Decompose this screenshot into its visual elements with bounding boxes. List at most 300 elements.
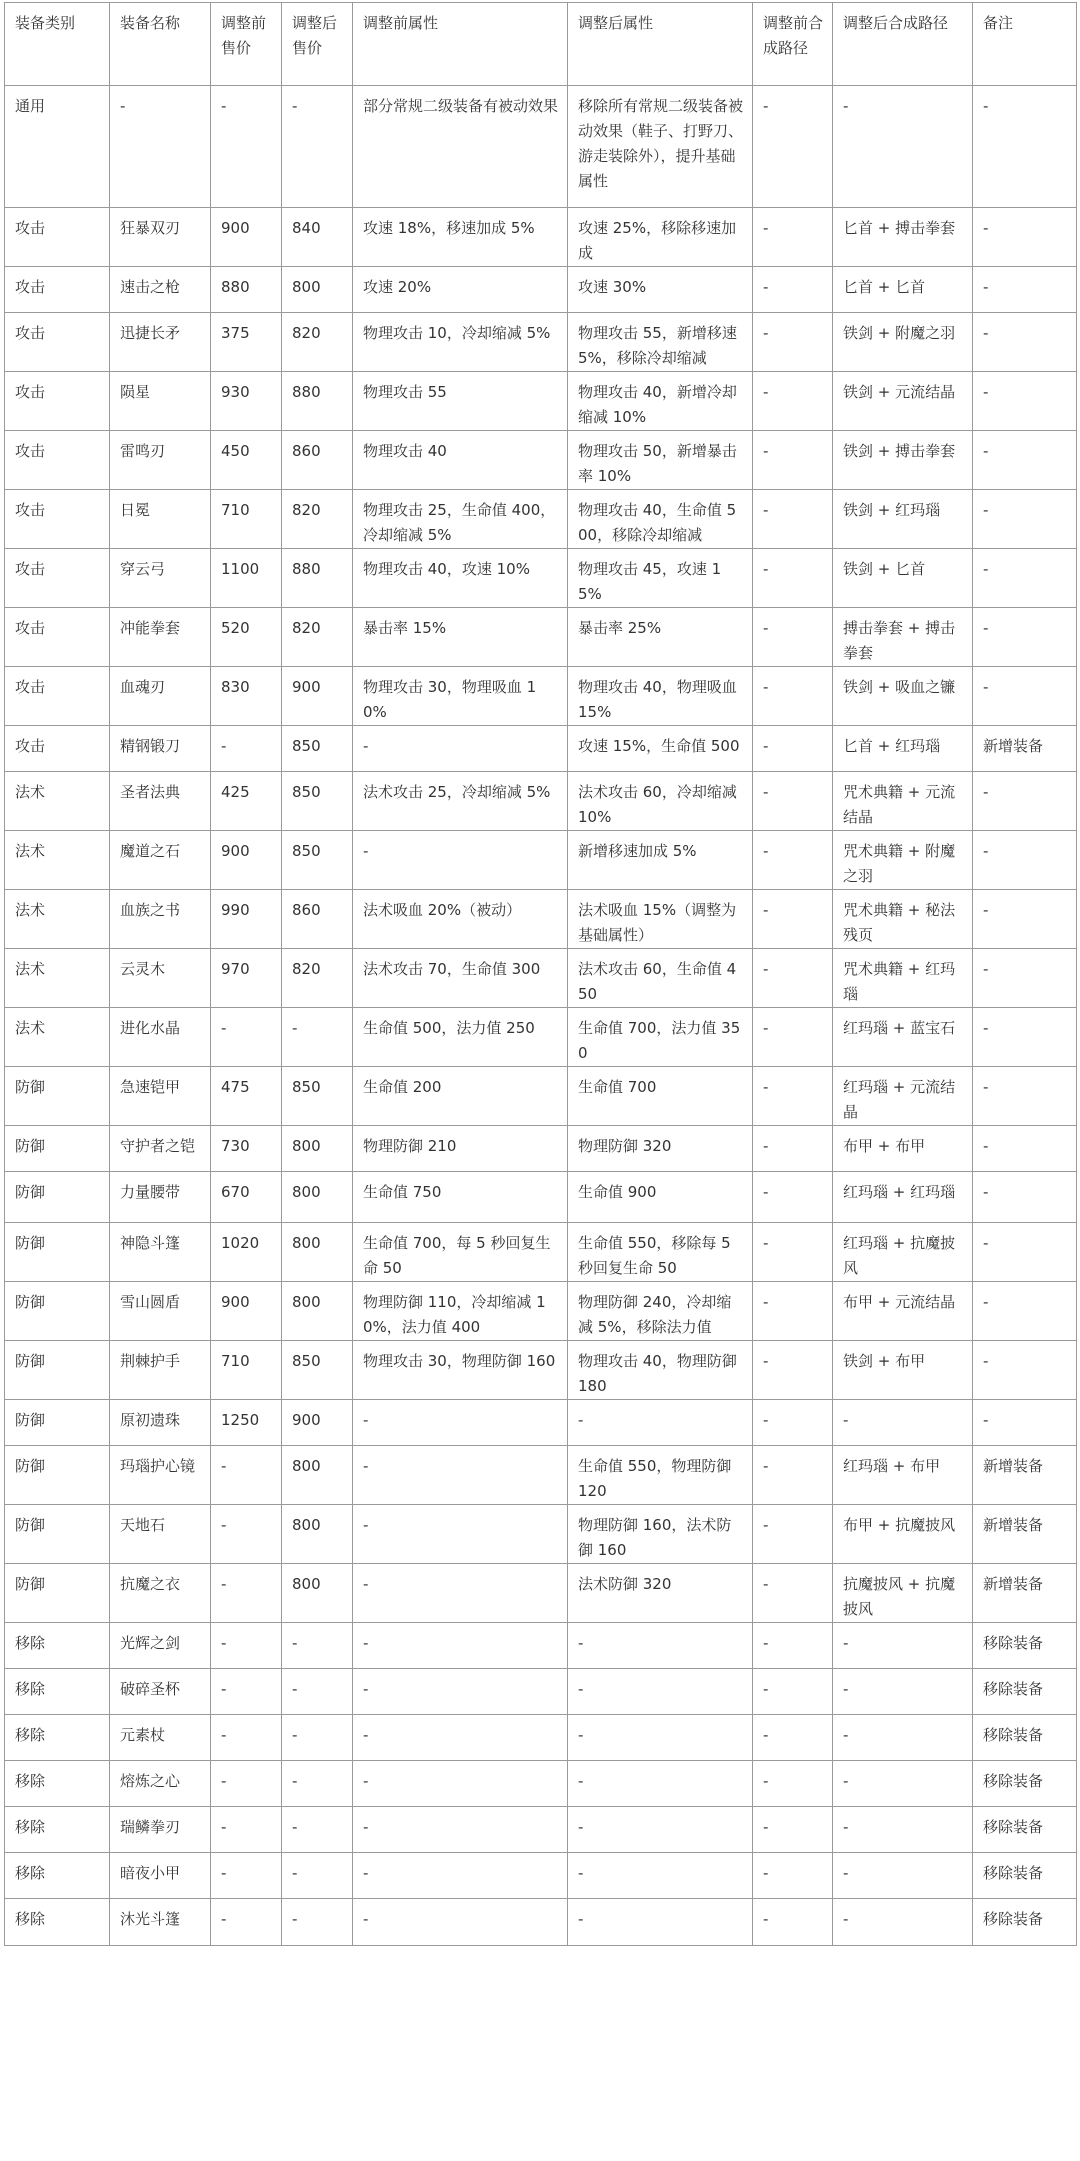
cell-price-before: - xyxy=(211,1715,282,1761)
cell-price-after: 820 xyxy=(282,949,353,1008)
cell-attr-after: 攻速 25%，移除移速加成 xyxy=(568,208,753,267)
cell-attr-before: - xyxy=(353,1899,568,1946)
cell-attr-after: 生命值 700，法力值 350 xyxy=(568,1008,753,1067)
cell-attr-before: - xyxy=(353,1623,568,1669)
table-row xyxy=(5,431,1077,490)
cell-attr-before: 暴击率 15% xyxy=(353,608,568,667)
cell-path-before: - xyxy=(753,1761,833,1807)
cell-price-before: 970 xyxy=(211,949,282,1008)
table-row xyxy=(5,1715,1077,1761)
cell-attr-before: - xyxy=(353,1564,568,1623)
cell-category: 攻击 xyxy=(5,608,110,667)
cell-note: 新增装备 xyxy=(973,1505,1077,1564)
cell-price-after: 880 xyxy=(282,549,353,608)
cell-price-before: - xyxy=(211,1008,282,1067)
cell-attr-before: 物理攻击 40，攻速 10% xyxy=(353,549,568,608)
cell-price-before: 880 xyxy=(211,267,282,313)
cell-price-before: - xyxy=(211,1853,282,1899)
cell-path-after: 铁剑 + 红玛瑙 xyxy=(833,490,973,549)
cell-price-after: 900 xyxy=(282,1400,353,1446)
cell-path-before: - xyxy=(753,1172,833,1223)
cell-price-after: - xyxy=(282,1008,353,1067)
cell-name: 日冕 xyxy=(110,490,211,549)
cell-path-after: 咒术典籍 + 红玛瑙 xyxy=(833,949,973,1008)
cell-path-after: 布甲 + 元流结晶 xyxy=(833,1282,973,1341)
cell-attr-before: 物理攻击 25，生命值 400，冷却缩减 5% xyxy=(353,490,568,549)
cell-path-before: - xyxy=(753,1899,833,1946)
cell-price-after: 820 xyxy=(282,608,353,667)
cell-category: 通用 xyxy=(5,86,110,208)
cell-price-after: - xyxy=(282,1669,353,1715)
cell-path-after: - xyxy=(833,1853,973,1899)
cell-path-before: - xyxy=(753,1853,833,1899)
cell-path-after: 红玛瑙 + 布甲 xyxy=(833,1446,973,1505)
cell-path-before: - xyxy=(753,1505,833,1564)
cell-note: - xyxy=(973,1223,1077,1282)
cell-price-before: - xyxy=(211,726,282,772)
cell-attr-after: - xyxy=(568,1761,753,1807)
cell-price-after: 850 xyxy=(282,1341,353,1400)
table-row xyxy=(5,949,1077,1008)
cell-category: 防御 xyxy=(5,1564,110,1623)
column-header-note: 备注 xyxy=(973,3,1077,86)
cell-category: 法术 xyxy=(5,949,110,1008)
cell-name: 元素杖 xyxy=(110,1715,211,1761)
cell-category: 攻击 xyxy=(5,208,110,267)
cell-attr-after: 物理防御 240，冷却缩减 5%，移除法力值 xyxy=(568,1282,753,1341)
cell-price-after: 800 xyxy=(282,1223,353,1282)
cell-price-after: 860 xyxy=(282,431,353,490)
cell-path-after: 布甲 + 抗魔披风 xyxy=(833,1505,973,1564)
cell-attr-before: 生命值 700，每 5 秒回复生命 50 xyxy=(353,1223,568,1282)
table-row xyxy=(5,1669,1077,1715)
cell-price-before: 475 xyxy=(211,1067,282,1126)
cell-note: - xyxy=(973,313,1077,372)
cell-price-before: 1100 xyxy=(211,549,282,608)
cell-note: - xyxy=(973,1008,1077,1067)
cell-attr-after: 物理攻击 50，新增暴击率 10% xyxy=(568,431,753,490)
cell-category: 移除 xyxy=(5,1807,110,1853)
cell-attr-before: - xyxy=(353,1715,568,1761)
cell-name: 圣者法典 xyxy=(110,772,211,831)
cell-name: 神隐斗篷 xyxy=(110,1223,211,1282)
cell-note: 移除装备 xyxy=(973,1761,1077,1807)
cell-name: 暗夜小甲 xyxy=(110,1853,211,1899)
cell-category: 防御 xyxy=(5,1172,110,1223)
cell-price-after: 880 xyxy=(282,372,353,431)
cell-category: 移除 xyxy=(5,1715,110,1761)
cell-attr-before: - xyxy=(353,1807,568,1853)
cell-attr-after: - xyxy=(568,1669,753,1715)
cell-attr-before: - xyxy=(353,726,568,772)
cell-note: - xyxy=(973,772,1077,831)
equipment-adjustment-table xyxy=(4,2,1077,1946)
cell-note: - xyxy=(973,1126,1077,1172)
cell-price-before: 520 xyxy=(211,608,282,667)
cell-price-after: 800 xyxy=(282,267,353,313)
cell-attr-before: 法术攻击 70，生命值 300 xyxy=(353,949,568,1008)
cell-category: 攻击 xyxy=(5,372,110,431)
cell-price-before: - xyxy=(211,1505,282,1564)
cell-attr-after: 物理攻击 40，生命值 500，移除冷却缩减 xyxy=(568,490,753,549)
cell-attr-before: 法术吸血 20%（被动） xyxy=(353,890,568,949)
cell-note: - xyxy=(973,1172,1077,1223)
cell-path-after: 红玛瑙 + 蓝宝石 xyxy=(833,1008,973,1067)
cell-name: 迅捷长矛 xyxy=(110,313,211,372)
table-row xyxy=(5,1223,1077,1282)
cell-category: 防御 xyxy=(5,1282,110,1341)
cell-attr-after: - xyxy=(568,1400,753,1446)
cell-path-before: - xyxy=(753,372,833,431)
table-row xyxy=(5,1172,1077,1223)
cell-price-before: 710 xyxy=(211,1341,282,1400)
cell-attr-after: 物理攻击 55，新增移速 5%，移除冷却缩减 xyxy=(568,313,753,372)
cell-path-before: - xyxy=(753,313,833,372)
cell-note: 移除装备 xyxy=(973,1715,1077,1761)
column-header-price-after: 调整后售价 xyxy=(282,3,353,86)
cell-attr-after: - xyxy=(568,1899,753,1946)
cell-price-after: 800 xyxy=(282,1172,353,1223)
cell-category: 法术 xyxy=(5,890,110,949)
cell-price-before: 1250 xyxy=(211,1400,282,1446)
cell-price-after: 860 xyxy=(282,890,353,949)
cell-note: - xyxy=(973,1067,1077,1126)
cell-attr-after: 攻速 30% xyxy=(568,267,753,313)
cell-attr-after: 攻速 15%，生命值 500 xyxy=(568,726,753,772)
cell-name: 玛瑙护心镜 xyxy=(110,1446,211,1505)
cell-attr-before: - xyxy=(353,1669,568,1715)
cell-name: 急速铠甲 xyxy=(110,1067,211,1126)
cell-attr-before: - xyxy=(353,1761,568,1807)
cell-path-after: 铁剑 + 吸血之镰 xyxy=(833,667,973,726)
cell-category: 防御 xyxy=(5,1126,110,1172)
cell-price-after: 900 xyxy=(282,667,353,726)
cell-attr-after: - xyxy=(568,1715,753,1761)
cell-price-after: 800 xyxy=(282,1126,353,1172)
cell-attr-before: 物理攻击 10，冷却缩减 5% xyxy=(353,313,568,372)
cell-attr-after: 生命值 700 xyxy=(568,1067,753,1126)
cell-attr-before: 部分常规二级装备有被动效果 xyxy=(353,86,568,208)
cell-name: 狂暴双刃 xyxy=(110,208,211,267)
table-row xyxy=(5,1505,1077,1564)
cell-path-before: - xyxy=(753,667,833,726)
cell-category: 攻击 xyxy=(5,549,110,608)
cell-attr-before: 物理攻击 30，物理吸血 10% xyxy=(353,667,568,726)
cell-note: 移除装备 xyxy=(973,1623,1077,1669)
cell-attr-after: - xyxy=(568,1623,753,1669)
table-row xyxy=(5,890,1077,949)
cell-note: - xyxy=(973,608,1077,667)
table-row xyxy=(5,1807,1077,1853)
cell-path-before: - xyxy=(753,1008,833,1067)
cell-attr-after: - xyxy=(568,1807,753,1853)
cell-path-after: - xyxy=(833,1761,973,1807)
cell-note: - xyxy=(973,549,1077,608)
cell-attr-before: - xyxy=(353,1853,568,1899)
cell-attr-after: 生命值 550，物理防御 120 xyxy=(568,1446,753,1505)
cell-name: 瑞鳞拳刃 xyxy=(110,1807,211,1853)
cell-path-before: - xyxy=(753,726,833,772)
cell-name: 天地石 xyxy=(110,1505,211,1564)
cell-note: - xyxy=(973,431,1077,490)
cell-path-after: - xyxy=(833,1715,973,1761)
table-row xyxy=(5,208,1077,267)
cell-price-after: 800 xyxy=(282,1446,353,1505)
cell-name: 血魂刃 xyxy=(110,667,211,726)
cell-note: - xyxy=(973,208,1077,267)
cell-path-after: - xyxy=(833,1899,973,1946)
cell-category: 移除 xyxy=(5,1761,110,1807)
table-row xyxy=(5,1853,1077,1899)
cell-name: 守护者之铠 xyxy=(110,1126,211,1172)
cell-category: 防御 xyxy=(5,1341,110,1400)
cell-price-before: 425 xyxy=(211,772,282,831)
cell-attr-after: 生命值 900 xyxy=(568,1172,753,1223)
table-row xyxy=(5,667,1077,726)
cell-price-after: 840 xyxy=(282,208,353,267)
cell-path-before: - xyxy=(753,1067,833,1126)
cell-attr-before: - xyxy=(353,1446,568,1505)
cell-category: 法术 xyxy=(5,831,110,890)
cell-path-before: - xyxy=(753,267,833,313)
cell-price-before: - xyxy=(211,1446,282,1505)
cell-name: 荆棘护手 xyxy=(110,1341,211,1400)
cell-path-before: - xyxy=(753,772,833,831)
column-header-path-before: 调整前合成路径 xyxy=(753,3,833,86)
cell-category: 防御 xyxy=(5,1067,110,1126)
cell-attr-before: 法术攻击 25，冷却缩减 5% xyxy=(353,772,568,831)
cell-price-after: 850 xyxy=(282,1067,353,1126)
cell-category: 防御 xyxy=(5,1446,110,1505)
cell-attr-after: 物理攻击 40，新增冷却缩减 10% xyxy=(568,372,753,431)
cell-price-before: 990 xyxy=(211,890,282,949)
cell-attr-before: 生命值 200 xyxy=(353,1067,568,1126)
column-header-price-before: 调整前售价 xyxy=(211,3,282,86)
cell-path-after: - xyxy=(833,1669,973,1715)
table-row xyxy=(5,1282,1077,1341)
cell-path-after: 铁剑 + 元流结晶 xyxy=(833,372,973,431)
column-header-category: 装备类别 xyxy=(5,3,110,86)
cell-attr-before: 生命值 500，法力值 250 xyxy=(353,1008,568,1067)
cell-attr-before: 物理防御 110，冷却缩减 10%，法力值 400 xyxy=(353,1282,568,1341)
cell-note: - xyxy=(973,831,1077,890)
cell-price-after: - xyxy=(282,86,353,208)
header-row xyxy=(5,3,1077,86)
cell-note: 新增装备 xyxy=(973,1446,1077,1505)
cell-attr-after: 物理攻击 40，物理吸血 15% xyxy=(568,667,753,726)
cell-path-before: - xyxy=(753,1564,833,1623)
table-row xyxy=(5,1899,1077,1946)
cell-attr-after: 法术攻击 60，冷却缩减 10% xyxy=(568,772,753,831)
cell-price-before: 1020 xyxy=(211,1223,282,1282)
cell-attr-after: 物理防御 320 xyxy=(568,1126,753,1172)
cell-name: 破碎圣杯 xyxy=(110,1669,211,1715)
cell-category: 防御 xyxy=(5,1505,110,1564)
table-body xyxy=(5,86,1077,1946)
cell-price-after: 850 xyxy=(282,831,353,890)
cell-category: 防御 xyxy=(5,1223,110,1282)
cell-note: 移除装备 xyxy=(973,1899,1077,1946)
cell-name: 冲能拳套 xyxy=(110,608,211,667)
table-row xyxy=(5,1623,1077,1669)
table-row xyxy=(5,267,1077,313)
cell-path-after: 抗魔披风 + 抗魔披风 xyxy=(833,1564,973,1623)
cell-path-after: 咒术典籍 + 附魔之羽 xyxy=(833,831,973,890)
cell-price-before: - xyxy=(211,1899,282,1946)
cell-path-after: 咒术典籍 + 秘法残页 xyxy=(833,890,973,949)
cell-attr-after: 物理防御 160，法术防御 160 xyxy=(568,1505,753,1564)
cell-category: 移除 xyxy=(5,1853,110,1899)
cell-path-after: 匕首 + 搏击拳套 xyxy=(833,208,973,267)
cell-price-before: - xyxy=(211,1669,282,1715)
cell-path-after: 搏击拳套 + 搏击拳套 xyxy=(833,608,973,667)
cell-note: - xyxy=(973,490,1077,549)
cell-category: 移除 xyxy=(5,1899,110,1946)
cell-price-before: 730 xyxy=(211,1126,282,1172)
cell-price-after: 850 xyxy=(282,726,353,772)
cell-path-before: - xyxy=(753,1400,833,1446)
cell-price-after: - xyxy=(282,1761,353,1807)
cell-path-before: - xyxy=(753,1715,833,1761)
cell-price-after: - xyxy=(282,1715,353,1761)
cell-attr-after: 物理攻击 40，物理防御 180 xyxy=(568,1341,753,1400)
cell-path-after: 咒术典籍 + 元流结晶 xyxy=(833,772,973,831)
cell-name: 魔道之石 xyxy=(110,831,211,890)
table-row xyxy=(5,1126,1077,1172)
table-row xyxy=(5,1067,1077,1126)
cell-price-after: 800 xyxy=(282,1564,353,1623)
cell-attr-before: - xyxy=(353,1505,568,1564)
table-row xyxy=(5,1400,1077,1446)
table-row xyxy=(5,313,1077,372)
table-row xyxy=(5,772,1077,831)
table-row xyxy=(5,1564,1077,1623)
cell-price-before: - xyxy=(211,1807,282,1853)
cell-note: - xyxy=(973,267,1077,313)
cell-price-before: - xyxy=(211,86,282,208)
column-header-attr-before: 调整前属性 xyxy=(353,3,568,86)
cell-price-before: 830 xyxy=(211,667,282,726)
cell-path-after: 铁剑 + 搏击拳套 xyxy=(833,431,973,490)
cell-price-after: 800 xyxy=(282,1505,353,1564)
cell-price-after: 800 xyxy=(282,1282,353,1341)
table-row xyxy=(5,490,1077,549)
cell-category: 移除 xyxy=(5,1623,110,1669)
cell-path-after: 红玛瑙 + 抗魔披风 xyxy=(833,1223,973,1282)
table-row xyxy=(5,831,1077,890)
cell-path-after: - xyxy=(833,1807,973,1853)
cell-attr-before: 物理攻击 30，物理防御 160 xyxy=(353,1341,568,1400)
column-header-path-after: 调整后合成路径 xyxy=(833,3,973,86)
cell-path-before: - xyxy=(753,1807,833,1853)
cell-attr-after: 物理攻击 45，攻速 15% xyxy=(568,549,753,608)
cell-price-before: 375 xyxy=(211,313,282,372)
table-row xyxy=(5,549,1077,608)
cell-price-before: 930 xyxy=(211,372,282,431)
cell-path-before: - xyxy=(753,1126,833,1172)
cell-path-before: - xyxy=(753,1223,833,1282)
cell-category: 攻击 xyxy=(5,431,110,490)
cell-name: 熔炼之心 xyxy=(110,1761,211,1807)
cell-attr-after: 生命值 550，移除每 5 秒回复生命 50 xyxy=(568,1223,753,1282)
cell-path-after: 红玛瑙 + 元流结晶 xyxy=(833,1067,973,1126)
cell-attr-before: 生命值 750 xyxy=(353,1172,568,1223)
cell-note: - xyxy=(973,667,1077,726)
cell-path-before: - xyxy=(753,86,833,208)
cell-path-before: - xyxy=(753,831,833,890)
cell-price-before: - xyxy=(211,1623,282,1669)
table-row xyxy=(5,1008,1077,1067)
table-row xyxy=(5,726,1077,772)
cell-path-after: 铁剑 + 附魔之羽 xyxy=(833,313,973,372)
cell-note: 移除装备 xyxy=(973,1853,1077,1899)
cell-path-before: - xyxy=(753,1341,833,1400)
cell-name: 抗魔之衣 xyxy=(110,1564,211,1623)
cell-attr-before: 物理攻击 40 xyxy=(353,431,568,490)
table-row xyxy=(5,1446,1077,1505)
cell-attr-after: 新增移速加成 5% xyxy=(568,831,753,890)
cell-name: 光辉之剑 xyxy=(110,1623,211,1669)
cell-note: - xyxy=(973,949,1077,1008)
cell-price-after: 820 xyxy=(282,313,353,372)
cell-path-after: 匕首 + 匕首 xyxy=(833,267,973,313)
cell-category: 攻击 xyxy=(5,313,110,372)
cell-price-before: - xyxy=(211,1564,282,1623)
cell-price-after: - xyxy=(282,1807,353,1853)
table-row xyxy=(5,1341,1077,1400)
cell-name: 原初遗珠 xyxy=(110,1400,211,1446)
cell-path-before: - xyxy=(753,1669,833,1715)
cell-name: 陨星 xyxy=(110,372,211,431)
cell-note: 新增装备 xyxy=(973,726,1077,772)
cell-attr-before: - xyxy=(353,831,568,890)
cell-name: 力量腰带 xyxy=(110,1172,211,1223)
cell-category: 攻击 xyxy=(5,667,110,726)
cell-note: - xyxy=(973,86,1077,208)
cell-path-before: - xyxy=(753,890,833,949)
cell-attr-before: 攻速 18%，移速加成 5% xyxy=(353,208,568,267)
cell-attr-before: 攻速 20% xyxy=(353,267,568,313)
cell-name: 雪山圆盾 xyxy=(110,1282,211,1341)
cell-attr-after: 暴击率 25% xyxy=(568,608,753,667)
cell-price-before: 900 xyxy=(211,831,282,890)
cell-path-after: 红玛瑙 + 红玛瑙 xyxy=(833,1172,973,1223)
cell-attr-before: 物理防御 210 xyxy=(353,1126,568,1172)
cell-name: 速击之枪 xyxy=(110,267,211,313)
equipment-adjustment-table-container xyxy=(4,2,1076,1946)
cell-path-before: - xyxy=(753,208,833,267)
table-row xyxy=(5,608,1077,667)
cell-category: 防御 xyxy=(5,1400,110,1446)
cell-path-after: 铁剑 + 匕首 xyxy=(833,549,973,608)
cell-path-before: - xyxy=(753,608,833,667)
cell-price-before: 900 xyxy=(211,1282,282,1341)
cell-category: 移除 xyxy=(5,1669,110,1715)
cell-path-after: - xyxy=(833,1400,973,1446)
cell-path-after: 布甲 + 布甲 xyxy=(833,1126,973,1172)
table-row xyxy=(5,86,1077,208)
cell-note: 移除装备 xyxy=(973,1669,1077,1715)
cell-category: 攻击 xyxy=(5,267,110,313)
column-header-name: 装备名称 xyxy=(110,3,211,86)
cell-attr-after: 法术防御 320 xyxy=(568,1564,753,1623)
cell-note: - xyxy=(973,1341,1077,1400)
cell-note: - xyxy=(973,1400,1077,1446)
cell-price-after: - xyxy=(282,1623,353,1669)
cell-note: - xyxy=(973,890,1077,949)
cell-price-after: 850 xyxy=(282,772,353,831)
cell-path-before: - xyxy=(753,1446,833,1505)
